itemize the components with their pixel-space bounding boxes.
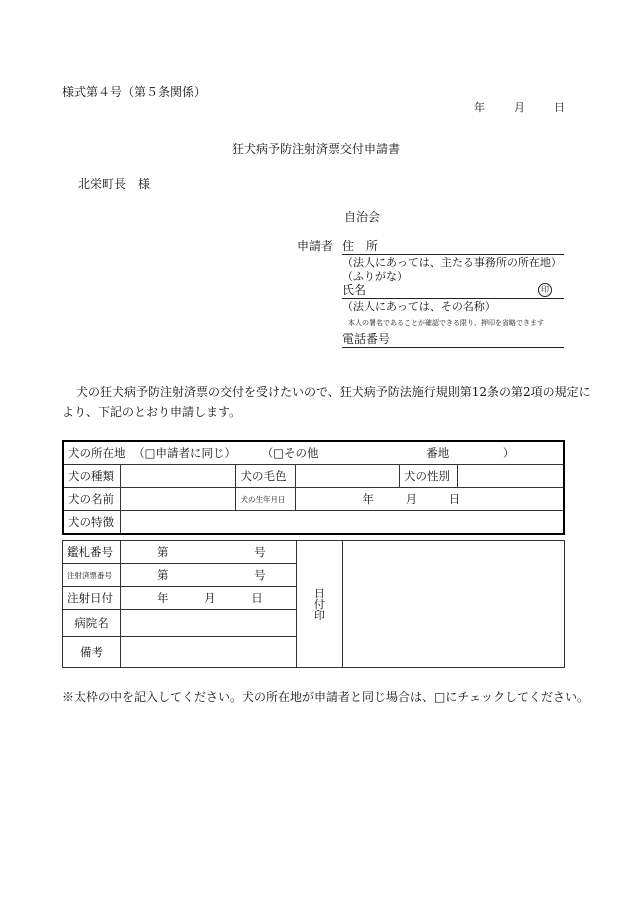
location-cell[interactable] (63, 441, 564, 465)
body-text-line1: 犬の狂犬病予防注射済票の交付を受けたいので、狂犬病予防法施行規則第12条の第2項の規定に (76, 385, 591, 399)
tag-go: 号 (254, 545, 266, 559)
tag-dai: 第 (156, 545, 169, 559)
other-location-option[interactable]: （□その他 (261, 446, 319, 460)
date-stamp-label: 日付印 (313, 586, 325, 622)
date-line (474, 99, 565, 115)
address-field[interactable] (342, 237, 564, 255)
signature-note: 本人の署名であることが確認できる限り、押印を省略できます (348, 319, 544, 327)
birth-day: 日 (448, 492, 461, 506)
dog-sex-label: 犬の性別 (399, 465, 457, 488)
body-text-line2: より、下記のとおり申請します。 (62, 405, 242, 419)
table-row-tag (63, 541, 565, 564)
dog-color-label: 犬の毛色 (236, 465, 296, 488)
banchi-label: 番地 (426, 446, 450, 460)
date-day: 日 (554, 101, 565, 114)
vacc-dai: 第 (156, 568, 169, 582)
table-row-name (63, 488, 564, 511)
name-label: 氏名 (342, 283, 367, 297)
dog-sex-input[interactable] (457, 465, 564, 488)
dog-kind-label: 犬の種類 (63, 465, 121, 488)
dog-info-table (62, 440, 565, 535)
dog-name-input[interactable] (121, 488, 236, 511)
remarks-label: 備考 (63, 637, 121, 668)
furigana-label: （ふりがな） (342, 270, 408, 283)
dog-color-input[interactable] (296, 465, 400, 488)
birth-year: 年 (362, 492, 374, 506)
seal-icon: 印 (538, 283, 552, 297)
dog-kind-input[interactable] (121, 465, 236, 488)
dog-birth-input[interactable] (296, 488, 564, 511)
location-close-paren: ） (502, 446, 515, 460)
dog-name-label: 犬の名前 (63, 488, 121, 511)
tag-number-input[interactable] (120, 541, 296, 564)
date-year: 年 (474, 101, 485, 114)
vaccine-date-label: 注射日付 (63, 587, 121, 610)
vacc-month: 月 (204, 591, 216, 605)
location-label: 犬の所在地 (68, 446, 126, 460)
date-stamp-area[interactable] (342, 541, 564, 668)
remarks-input[interactable] (120, 637, 296, 668)
name-field[interactable] (342, 281, 564, 299)
address-label: 住 所 (342, 239, 379, 253)
addressee: 北栄町長 様 (78, 177, 151, 191)
document-title: 狂犬病予防注射済票交付申請書 (232, 142, 401, 156)
vacc-go: 号 (254, 568, 266, 582)
dog-feature-label: 犬の特徴 (63, 511, 121, 535)
phone-field[interactable] (342, 330, 564, 348)
vaccine-number-input[interactable] (120, 564, 296, 587)
tag-number-label: 鑑札番号 (63, 541, 121, 564)
vacc-year: 年 (156, 591, 169, 605)
table-row-kind (63, 465, 564, 488)
community-label: 自治会 (344, 210, 381, 224)
table-row-feature (63, 511, 564, 535)
hospital-input[interactable] (120, 610, 296, 637)
phone-label: 電話番号 (342, 332, 391, 346)
dog-birth-label: 犬の生年月日 (236, 488, 296, 511)
applicant-label: 申請者 (297, 239, 334, 253)
footer-note: ※太枠の中を記入してください。犬の所在地が申請者と同じ場合は、□にチェックしてください。 (62, 690, 589, 704)
date-month: 月 (514, 101, 525, 114)
table-row-location (63, 441, 564, 465)
vaccine-date-input[interactable] (120, 587, 296, 610)
same-as-applicant-option[interactable]: （□申請者に同じ） (133, 446, 237, 460)
name-note: （法人にあっては、その名称） (342, 300, 496, 313)
vaccine-number-label: 注射済票番号 (63, 564, 121, 587)
vacc-day: 日 (251, 591, 263, 605)
address-note: （法人にあっては、主たる事務所の所在地） (342, 256, 562, 269)
hospital-label: 病院名 (63, 610, 121, 637)
form-number: 様式第４号（第５条関係） (62, 85, 207, 99)
date-stamp-label-cell (296, 541, 342, 668)
birth-month: 月 (405, 492, 418, 506)
dog-feature-input[interactable] (121, 511, 564, 535)
official-use-table (62, 540, 565, 668)
